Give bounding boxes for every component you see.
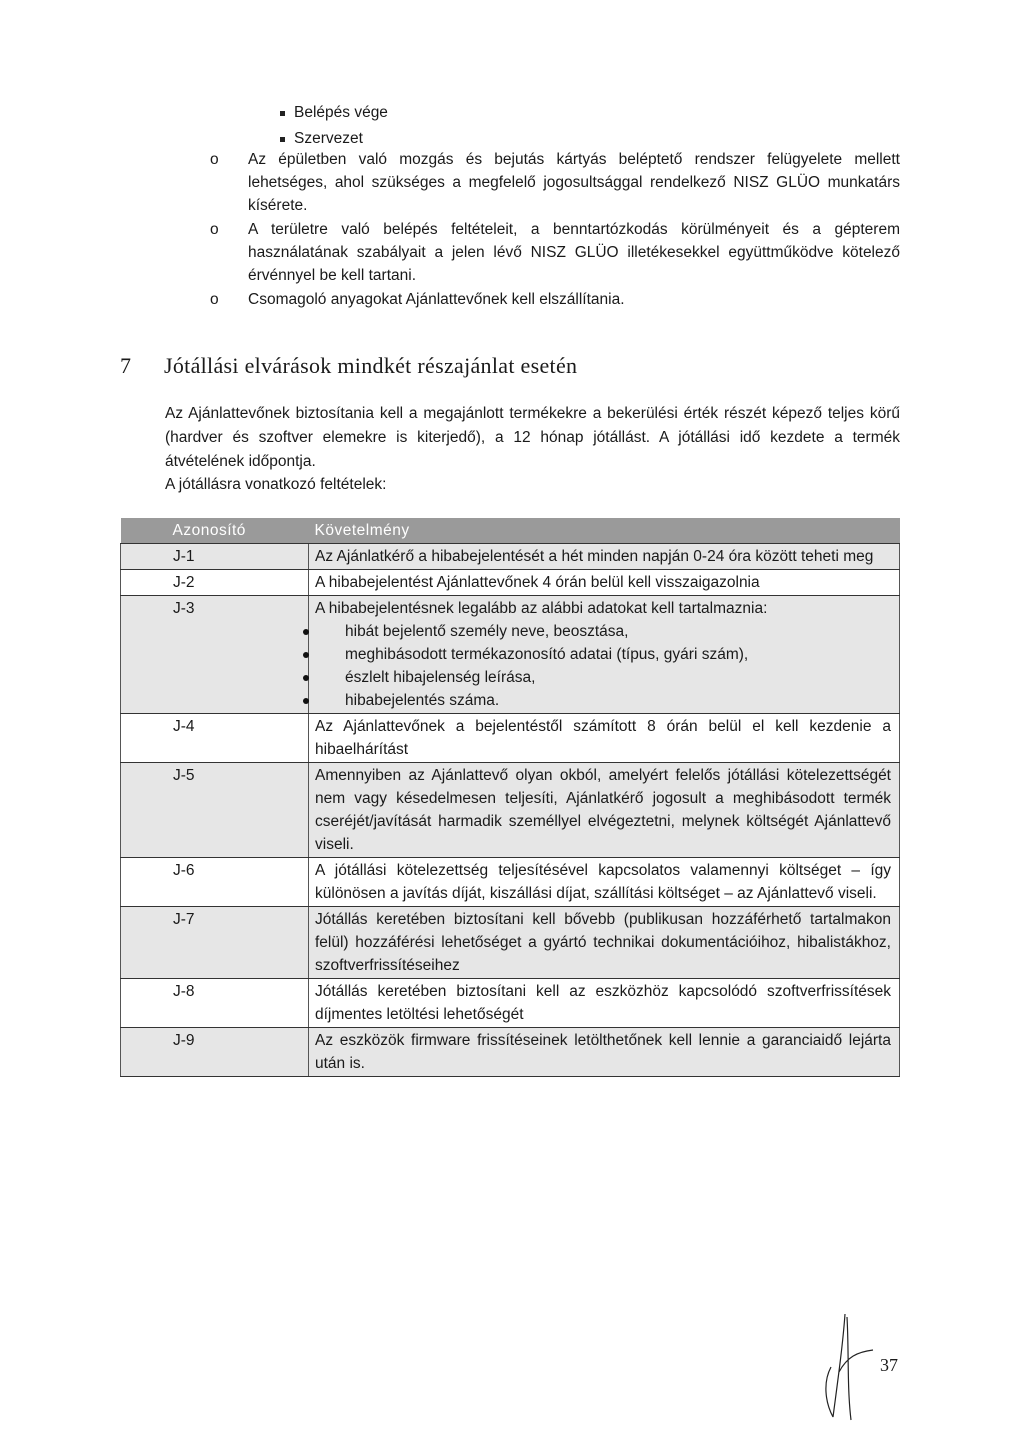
row-id: J-5 [121,763,309,858]
header-id: Azonosító [121,518,309,544]
row-text: Az Ajánlattevőnek a bejelentéstől számított 8 órán belül el kell kezdenie a hibaelhárítást [309,714,900,763]
row-text: A jótállási kötelezettség teljesítésével kapcsolatos valamennyi költséget – így különösen a javítás díját, kiszállási díjat, szállítási költséget – az Ajánlattevő viseli. [309,858,900,907]
row-text: A hibabejelentésnek legalább az alábbi adatokat kell tartalmaznia: [315,600,768,617]
table-row [121,763,900,858]
table-row [121,544,900,570]
page-number: 37 [880,1355,898,1375]
o-bullet-item [210,218,900,287]
row-text: Az Ajánlatkérő a hibabejelentését a hét minden napján 0-24 óra között teheti meg [309,544,900,570]
square-bullet-item: Szervezet [280,126,388,152]
section-title: Jótállási elvárások mindkét részajánlat esetén [164,353,578,378]
handwritten-signature [817,1312,877,1422]
requirements-table [120,518,900,1077]
table-header-row [121,518,900,544]
table-row [121,858,900,907]
row-text: Amennyiben az Ajánlattevő olyan okból, amelyért felelős jótállási kötelezettségét nem vagy késedelmesen teljesíti, Ajánlatkérő jogosult a meghibásodott termék cseréjét/javítását harmadik személlyel elvégeztetni, melynek költségét Ajánlattevő viseli. [309,763,900,858]
conditions-label: A jótállásra vonatkozó feltételek: [165,476,387,493]
row-text: A hibabejelentést Ajánlattevőnek 4 órán belül kell visszaigazolnia [309,570,900,596]
square-bullet-item: Belépés vége [280,100,388,126]
row-bullet-item: hibát bejelentő személy neve, beosztása, [315,620,891,643]
table-row [121,596,900,714]
o-bullet-item [210,288,900,311]
row-content [309,596,900,714]
row-id: J-2 [121,570,309,596]
section-heading [120,353,577,379]
row-bullet-item: hibabejelentés száma. [315,689,891,712]
table-row [121,1028,900,1077]
table-row [121,979,900,1028]
row-text: Az eszközök firmware frissítéseinek letölthetőnek kell lennie a garanciaidő lejárta után is. [309,1028,900,1077]
o-bullet-text: Az épületben való mozgás és bejutás kártyás beléptető rendszer felügyelete mellett lehetséges, ahol szükséges a megfelelő jogosultsággal rendelkező NISZ GLÜO munkatárs kísérete. [248,151,900,214]
section-number: 7 [120,353,132,378]
row-id: J-9 [121,1028,309,1077]
row-text: Jótállás keretében biztosítani kell az eszközhöz kapcsolódó szoftverfrissítések díjmentes letöltési lehetőségét [309,979,900,1028]
row-bullet-item: meghibásodott termékazonosító adatai (típus, gyári szám), [315,643,891,666]
table-row [121,570,900,596]
o-bullet-item [210,148,900,217]
intro-paragraph: Az Ajánlattevőnek biztosítania kell a megajánlott termékekre a bekerülési érték részét képező teljes körű (hardver és szoftver elemekre is kiterjedő), a 12 hónap jótállást. A jótállási idő kezdete a termék átvételének időpontja. [165,405,900,470]
row-id: J-7 [121,907,309,979]
o-bullet-marker: o [210,291,219,308]
header-requirement: Követelmény [309,518,900,544]
row-id: J-8 [121,979,309,1028]
row-id: J-4 [121,714,309,763]
square-bullet-list [280,100,388,152]
row-text: Jótállás keretében biztosítani kell bővebb (publikusan hozzáférhető tartalmakon felül) hozzáférési lehetőséget a gyártó technikai dokumentációihoz, hibalistákhoz, szoftverfrissítéseihez [309,907,900,979]
table-row [121,907,900,979]
row-bullet-item: észlelt hibajelenség leírása, [315,666,891,689]
row-bullet-list [315,620,891,712]
o-bullet-text: Csomagoló anyagokat Ajánlattevőnek kell elszállítania. [248,291,625,308]
o-bullet-marker: o [210,221,219,238]
o-bullet-list [210,148,900,312]
o-bullet-marker: o [210,151,219,168]
table-row [121,714,900,763]
row-id: J-1 [121,544,309,570]
row-id: J-6 [121,858,309,907]
o-bullet-text: A területre való belépés feltételeit, a benntartózkodás körülményeit és a gépterem használatának szabályait a jelen lévő NISZ GLÜO illetékesekkel együttműködve kötelező érvénnyel be kell tartani. [248,221,900,284]
row-id: J-3 [121,596,309,714]
